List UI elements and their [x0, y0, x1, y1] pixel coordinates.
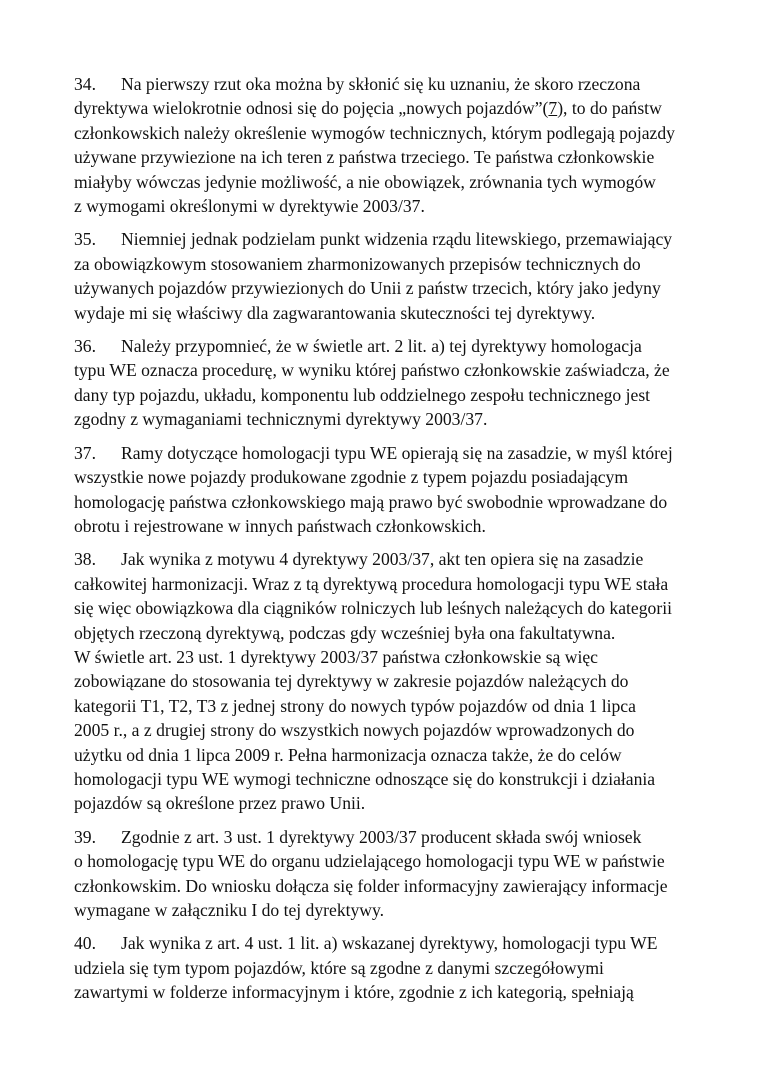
paragraph-line	[74, 825, 710, 849]
paragraph-text: Należy przypomnieć, że w świetle art. 2 lit. a) tej dyrektywy homologacja	[121, 336, 642, 357]
paragraph-line: użytku od dnia 1 lipca 2009 r. Pełna harmonizacja oznacza także, że do celów	[74, 744, 622, 765]
paragraph-line: udziela się tym typom pojazdów, które są zgodne z danymi szczegółowymi	[74, 957, 604, 978]
paragraph-line	[74, 441, 710, 465]
paragraph-line: homologację państwa członkowskiego mają prawo być swobodnie wprowadzane do	[74, 491, 668, 512]
paragraph-line: dany typ pojazdu, układu, komponentu lub oddzielnego zespołu technicznego jest	[74, 384, 651, 405]
paragraph-37	[74, 441, 710, 539]
paragraph-line: się więc obowiązkowa dla ciągników rolniczych lub leśnych należących do kategorii	[74, 598, 672, 619]
paragraph-line: używanych pojazdów przywiezionych do Unii z państw trzecich, który jako jedyny	[74, 278, 661, 299]
paragraph-line: o homologację typu WE do organu udzielającego homologacji typu WE w państwie	[74, 851, 665, 872]
paragraph-line	[74, 931, 710, 955]
paragraph-line: za obowiązkowym stosowaniem zharmonizowanych przepisów technicznych do	[74, 253, 641, 274]
paragraph-text: Jak wynika z motywu 4 dyrektywy 2003/37, akt ten opiera się na zasadzie	[121, 549, 644, 570]
paragraph-line: pojazdów są określone przez prawo Unii.	[74, 793, 366, 814]
paragraph-line	[74, 334, 710, 358]
paragraph-35	[74, 227, 710, 325]
paragraph-line	[74, 72, 710, 96]
paragraph-text: Niemniej jednak podzielam punkt widzenia rządu litewskiego, przemawiający	[121, 229, 673, 250]
document-body	[74, 72, 710, 1014]
paragraph-line: zgodny z wymaganiami technicznymi dyrektywy 2003/37.	[74, 409, 488, 430]
paragraph-38	[74, 547, 710, 815]
paragraph-line	[74, 96, 710, 120]
paragraph-line: członkowskim. Do wniosku dołącza się folder informacyjny zawierający informacje	[74, 875, 668, 896]
paragraph-line: wymagane w załączniku I do tej dyrektywy.	[74, 900, 385, 920]
paragraph-line: wydaje mi się właściwy dla zagwarantowania skuteczności tej dyrektywy.	[74, 302, 596, 323]
paragraph-line: wszystkie nowe pojazdy produkowane zgodnie z typem pojazdu posiadającym	[74, 467, 629, 488]
paragraph-number: 38.	[74, 549, 96, 570]
paragraph-number: 36.	[74, 336, 96, 357]
paragraph-line: całkowitej harmonizacji. Wraz z tą dyrektywą procedura homologacji typu WE stała	[74, 573, 669, 594]
paragraph-36	[74, 334, 710, 432]
paragraph-line: zobowiązane do stosowania tej dyrektywy w zakresie pojazdów należących do	[74, 671, 629, 692]
paragraph-text: ), to do państw	[557, 98, 662, 119]
paragraph-line: typu WE oznacza procedurę, w wyniku której państwo członkowskie zaświadcza, że	[74, 360, 670, 381]
paragraph-line: 2005 r., a z drugiej strony do wszystkich nowych pojazdów wprowadzonych do	[74, 720, 635, 741]
paragraph-number: 37.	[74, 442, 96, 463]
paragraph-number: 35.	[74, 229, 96, 250]
paragraph-text: dyrektywa wielokrotnie odnosi się do pojęcia „nowych pojazdów”(	[74, 98, 549, 119]
paragraph-40	[74, 931, 710, 1004]
paragraph-text: Zgodnie z art. 3 ust. 1 dyrektywy 2003/37 producent składa swój wniosek	[121, 826, 642, 847]
paragraph-34	[74, 72, 710, 218]
paragraph-line: kategorii T1, T2, T3 z jednej strony do nowych typów pojazdów od dnia 1 lipca	[74, 695, 636, 716]
paragraph-number: 34.	[74, 74, 96, 94]
paragraph-line: miałyby wówczas jedynie możliwość, a nie obowiązek, zrównania tych wymogów	[74, 171, 656, 192]
footnote-link[interactable]: 7	[548, 98, 558, 119]
paragraph-line: W świetle art. 23 ust. 1 dyrektywy 2003/37 państwa członkowskie są więc	[74, 646, 598, 667]
paragraph-line: z wymogami określonymi w dyrektywie 2003/37.	[74, 196, 425, 217]
paragraph-number: 39.	[74, 826, 96, 847]
paragraph-line: używane przywiezione na ich teren z państwa trzeciego. Te państwa członkowskie	[74, 147, 655, 168]
paragraph-number: 40.	[74, 933, 96, 954]
paragraph-line: homologacji typu WE wymogi techniczne odnoszące się do konstrukcji i działania	[74, 768, 656, 789]
paragraph-line	[74, 227, 710, 251]
paragraph-text: Na pierwszy rzut oka można by skłonić się ku uznaniu, że skoro rzeczona	[121, 74, 641, 94]
paragraph-line	[74, 547, 710, 571]
paragraph-text: Jak wynika z art. 4 ust. 1 lit. a) wskazanej dyrektywy, homologacji typu WE	[121, 933, 658, 954]
paragraph-text: Ramy dotyczące homologacji typu WE opierają się na zasadzie, w myśl której	[121, 442, 673, 463]
paragraph-line: członkowskich należy określenie wymogów technicznych, którym podlegają pojazdy	[74, 122, 675, 143]
paragraph-39	[74, 825, 710, 923]
paragraph-line: obrotu i rejestrowane w innych państwach członkowskich.	[74, 515, 486, 536]
paragraph-line: objętych rzeczoną dyrektywą, podczas gdy wcześniej była ona fakultatywna.	[74, 622, 616, 643]
paragraph-line: zawartymi w folderze informacyjnym i które, zgodnie z ich kategorią, spełniają	[74, 982, 634, 1003]
